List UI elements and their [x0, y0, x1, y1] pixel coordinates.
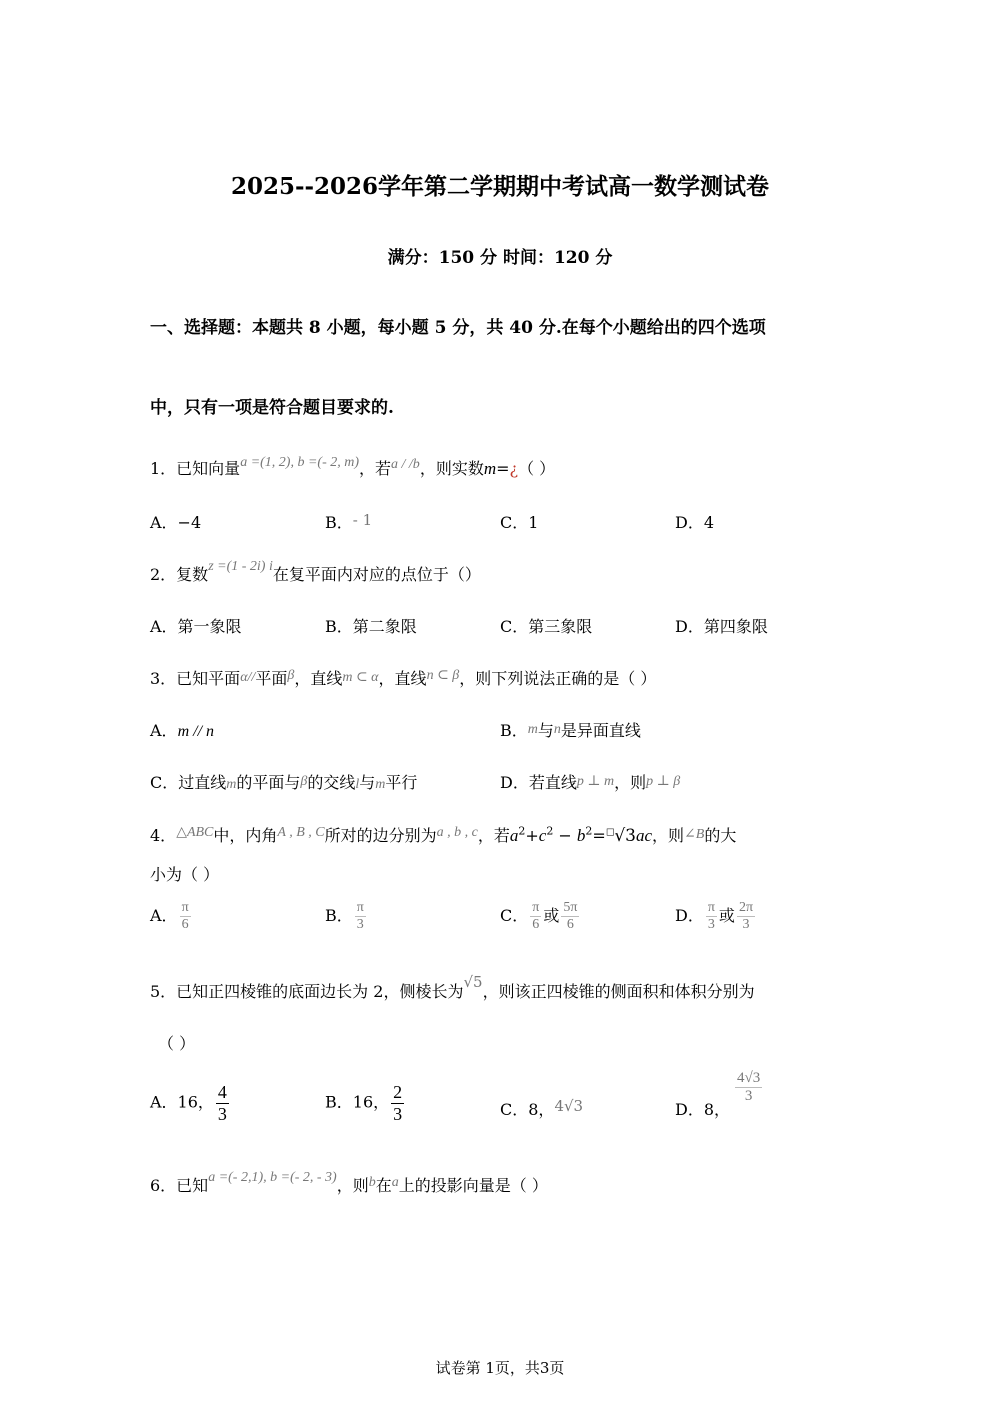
- q3-option-a-label: A．: [150, 721, 178, 740]
- q4-eq-ac: ac: [635, 826, 653, 845]
- q3-option-d-label: D．若直线: [500, 773, 577, 792]
- question-2: [150, 559, 481, 585]
- q1-mark: ¿: [509, 459, 519, 478]
- q4-d-or: 或: [718, 906, 735, 926]
- q5-line2: （ ）: [158, 1034, 196, 1053]
- q3-line-m: m ⊂ α: [342, 670, 379, 685]
- q3-option-c: [150, 770, 417, 793]
- page-footer: 试卷第 1页，共3页: [435, 1359, 565, 1377]
- q4-c-num1: π: [530, 900, 541, 917]
- q3-option-c-text3: 与: [359, 773, 376, 792]
- q1-vectors: a =(1, 2), b =(- 2, m): [240, 455, 360, 470]
- q4-c-or: 或: [543, 906, 560, 926]
- q6-vectors: a =(- 2,1), b =(- 2, - 3): [208, 1170, 337, 1185]
- q6-a: a: [391, 1175, 399, 1190]
- q1-text: 1．已知向量: [150, 459, 241, 478]
- q5-option-c-math: 4√3: [554, 1097, 584, 1115]
- q3-option-b-n: n: [553, 722, 561, 737]
- q1-paren: （ ）: [518, 459, 556, 478]
- q4-option-d-label: D．: [675, 906, 704, 926]
- q3-option-a-math: m // n: [177, 723, 215, 740]
- q2-complex: z =(1 - 2i) i: [208, 559, 273, 574]
- question-1: [150, 456, 555, 479]
- q3-option-a: [150, 718, 214, 741]
- q6-text3: 在: [375, 1176, 392, 1195]
- q3-option-b-text2: 是异面直线: [560, 721, 641, 740]
- q3-text2: 平面: [255, 669, 288, 688]
- q5-d-den: 3: [744, 1088, 753, 1105]
- q4-option-d: [675, 900, 757, 933]
- q4-line2: 小为（ ）: [150, 865, 220, 884]
- q4-text6: 的大: [704, 826, 737, 845]
- q3-option-c-label: C．过直线: [150, 773, 227, 792]
- q5-a-num: 4: [217, 1082, 227, 1102]
- q1-text3: ，则实数: [419, 459, 484, 478]
- q4-d-num1: π: [706, 900, 717, 917]
- q5-option-d-frac: [733, 1070, 764, 1106]
- q4-a-den: 6: [181, 917, 189, 933]
- q4-angle-b: ∠B: [684, 827, 705, 842]
- q3-option-d-math2: p ⊥ β: [646, 774, 681, 789]
- q4-option-c-frac1: [530, 900, 541, 933]
- q4-eq-a: a: [509, 826, 519, 845]
- q4-d-den2: 3: [742, 917, 750, 933]
- q4-option-b-frac: [355, 900, 366, 933]
- q4-eq-plus: +: [525, 826, 539, 845]
- q4-triangle: △ABC: [176, 825, 214, 840]
- q3-text1: 3．已知平面: [150, 669, 241, 688]
- q4-text4: ，若: [477, 826, 510, 845]
- q5-text1: 5．已知正四棱锥的底面边长为 2，侧棱长为: [150, 982, 464, 1001]
- q3-text4: ，直线: [378, 669, 427, 688]
- q4-option-a: [150, 900, 193, 933]
- page-title: 2025--2026学年第二学期期中考试高一数学测试卷: [230, 173, 770, 200]
- q6-text2: ，则: [336, 1176, 369, 1195]
- q1-text2: ，若: [359, 459, 392, 478]
- q5-option-b: [325, 1082, 406, 1124]
- q4-option-b-label: B．: [325, 906, 353, 926]
- q1-option-b-label: B．: [325, 513, 353, 532]
- q3-option-b-label: B．: [500, 721, 528, 740]
- q3-option-c-text: 的平面与: [236, 773, 301, 792]
- q5-option-a-label: A．16，: [150, 1092, 214, 1112]
- q4-d-num2: 2π: [737, 900, 755, 917]
- q4-option-a-label: A．: [150, 906, 178, 926]
- q4-eq-box: □: [605, 827, 615, 838]
- q4-eq-c: c: [538, 826, 547, 845]
- q4-b-den: 3: [356, 917, 364, 933]
- q2-text2: 在复平面内对应的点位于（）: [272, 565, 481, 584]
- q4-option-d-frac1: [706, 900, 717, 933]
- q4-text5: ，则: [652, 826, 685, 845]
- q4-eq-sq3: 2: [585, 824, 593, 838]
- q3-option-b: [500, 718, 641, 741]
- q4-c-den1: 6: [532, 917, 540, 933]
- q3-option-d: [500, 770, 680, 793]
- q5-sqrt5: √5: [463, 973, 483, 991]
- q3-plane-a: α//: [240, 670, 256, 685]
- q5-b-den: 3: [393, 1103, 403, 1124]
- q4-text3: 所对的边分别为: [324, 826, 437, 845]
- q5-option-c-label: C．8，: [500, 1100, 555, 1119]
- q4-option-c: [500, 900, 581, 933]
- q5-b-num: 2: [393, 1082, 403, 1102]
- q3-plane-b: β: [287, 668, 295, 683]
- q4-b-num: π: [355, 900, 366, 917]
- q4-d-den1: 3: [707, 917, 715, 933]
- q3-option-c-text4: 平行: [385, 773, 418, 792]
- question-3: [150, 666, 656, 689]
- q1-var: m: [483, 459, 497, 478]
- q3-option-d-math: p ⊥ m: [576, 774, 615, 789]
- q1-option-b: [325, 510, 372, 533]
- q3-text5: ，则下列说法正确的是（ ）: [459, 669, 657, 688]
- exam-info: 满分：150 分 时间：120 分: [387, 248, 613, 268]
- q4-text2: 中，内角: [213, 826, 278, 845]
- q5-option-b-label: B．16，: [325, 1092, 390, 1112]
- q5-d-frac: [735, 1070, 762, 1106]
- q4-c-num2: 5π: [561, 900, 579, 917]
- q4-eq-sq2: 2: [546, 824, 554, 838]
- question-5: [150, 973, 755, 1002]
- q4-sides: a , b , c: [436, 825, 478, 840]
- q2-text: 2．复数: [150, 565, 209, 584]
- q3-option-c-text2: 的交线: [307, 773, 356, 792]
- q5-d-num: 4√3: [735, 1070, 762, 1088]
- q2-option-a: A．第一象限: [150, 617, 242, 636]
- q5-option-b-frac: [391, 1082, 404, 1124]
- q3-option-b-text: 与: [537, 721, 554, 740]
- q1-option-d: D．4: [675, 513, 715, 532]
- q5-option-d-label: D．8，: [675, 1100, 731, 1119]
- q3-option-c-m2: m: [375, 777, 386, 792]
- q3-option-d-text: ，则: [614, 773, 647, 792]
- q3-line-n: n ⊂ β: [426, 668, 460, 683]
- q5-option-c: [500, 1097, 583, 1120]
- q4-c-den2: 6: [566, 917, 574, 933]
- q2-option-c: C．第三象限: [500, 617, 593, 636]
- q4-text1: 4．: [150, 826, 177, 845]
- q4-eq-sq1: 2: [518, 824, 526, 838]
- q4-a-num: π: [180, 900, 191, 917]
- q1-parallel: a / /b: [391, 457, 420, 472]
- q4-eq-equals: =: [592, 826, 606, 845]
- q4-eq-root: √3: [614, 826, 636, 846]
- section-heading-line1: 一、选择题：本题共 8 小题，每小题 5 分，共 40 分.在每个小题给出的四个选项: [150, 318, 766, 338]
- q4-eq-minus: −: [553, 826, 577, 845]
- q3-option-c-beta: β: [300, 774, 308, 789]
- q3-option-c-m: m: [226, 777, 237, 792]
- q4-option-c-label: C．: [500, 906, 529, 926]
- q6-text1: 6．已知: [150, 1176, 209, 1195]
- q4-option-a-frac: [180, 900, 191, 933]
- q1-eq: =: [496, 459, 510, 478]
- question-4: [150, 823, 736, 846]
- q1-option-b-math: - 1: [352, 511, 373, 529]
- q5-option-a-frac: [216, 1082, 229, 1124]
- q1-option-a: A．−4: [150, 513, 202, 532]
- q6-b: b: [368, 1175, 376, 1190]
- q3-text3: ，直线: [294, 669, 343, 688]
- q1-option-c: C．1: [500, 513, 539, 532]
- q6-text4: 上的投影向量是（ ）: [398, 1176, 548, 1195]
- q4-option-c-frac2: [561, 900, 579, 933]
- q4-eq-b: b: [576, 826, 586, 845]
- q4-angles: A , B , C: [277, 825, 325, 840]
- q5-text2: ，则该正四棱锥的侧面积和体积分别为: [482, 982, 755, 1001]
- q2-option-b: B．第二象限: [325, 617, 417, 636]
- section-heading-line2: 中，只有一项是符合题目要求的.: [150, 398, 394, 418]
- q5-a-den: 3: [217, 1103, 227, 1124]
- q3-option-c-l: l: [355, 777, 360, 792]
- q4-option-b: [325, 900, 368, 933]
- q4-option-d-frac2: [737, 900, 755, 933]
- q5-option-a: [150, 1082, 231, 1124]
- question-6: [150, 1170, 548, 1196]
- q2-option-d: D．第四象限: [675, 617, 768, 636]
- q3-option-b-m: m: [527, 722, 538, 737]
